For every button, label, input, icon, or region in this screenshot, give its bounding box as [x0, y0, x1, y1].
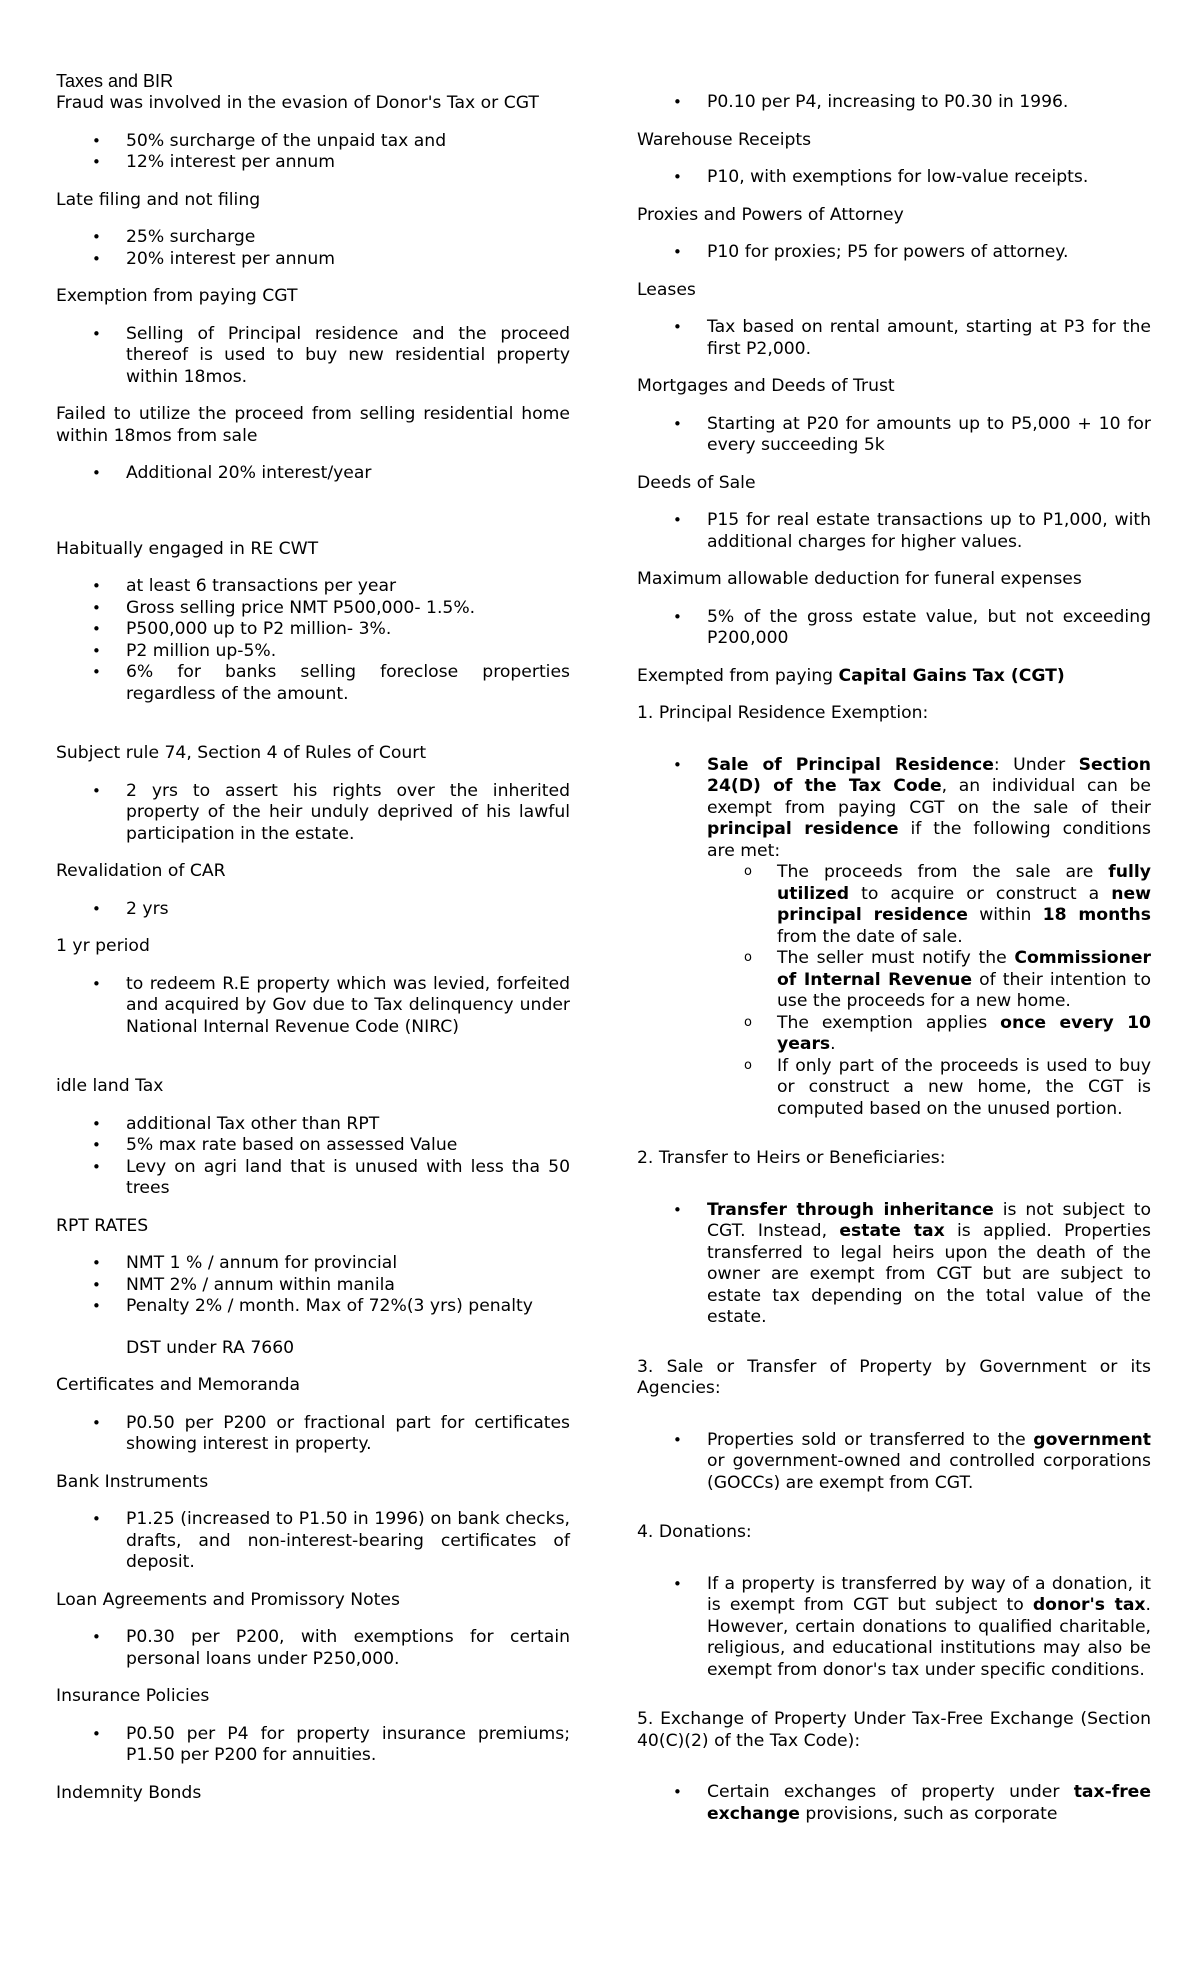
fraud-list — [56, 131, 570, 174]
text: The proceeds from the sale are — [777, 862, 1109, 882]
bold-text: government — [1033, 1429, 1151, 1450]
warehouse-list — [637, 167, 1151, 189]
list-item: • 50% surcharge of the unpaid tax and — [126, 131, 570, 153]
sub-list-item — [777, 862, 1151, 948]
cgt-heading — [637, 666, 1151, 688]
habitual-list — [56, 576, 570, 705]
section-3-list — [637, 1430, 1151, 1495]
list-item: • P0.50 per P200 or fractional part for certificates showing interest in property. — [126, 1413, 570, 1456]
leases-list — [637, 317, 1151, 360]
text: Properties sold or transferred to the — [707, 1429, 1034, 1450]
list-item: • NMT 1 % / annum for provincial — [126, 1253, 570, 1275]
list-item — [707, 755, 1151, 1121]
bold-text: principal residence — [707, 819, 899, 839]
bold-text: once every 10 years — [777, 1012, 1151, 1054]
bank-list — [56, 1509, 570, 1574]
section-3-heading: 3. Sale or Transfer of Property by Government or its Agencies: — [637, 1356, 1151, 1398]
list-item: • 12% interest per annum — [126, 152, 570, 174]
bank-heading: Bank Instruments — [56, 1471, 209, 1492]
exemption-heading: Exemption from paying CGT — [56, 286, 298, 306]
exemption-list — [56, 324, 570, 389]
list-item: • P15 for real estate transactions up to P1,000, with additional charges for higher values. — [707, 510, 1151, 553]
rule74-heading: Subject rule 74, Section 4 of Rules of Court — [56, 743, 427, 763]
text: within — [967, 905, 1043, 925]
list-item: • Starting at P20 for amounts up to P5,000 + 10 for every succeeding 5k — [707, 414, 1151, 457]
idle-list — [56, 1114, 570, 1200]
revalidation-list — [56, 899, 570, 921]
text: . However, certain donations to qualified charitable, religious, and educational institutions may also be exempt from donor's tax under specific conditions. — [707, 1595, 1151, 1680]
section-4-heading: 4. Donations: — [637, 1522, 752, 1542]
section-2-heading: 2. Transfer to Heirs or Beneficiaries: — [637, 1148, 946, 1168]
funeral-list — [637, 607, 1151, 650]
list-item: • NMT 2% / annum within manila — [126, 1275, 570, 1297]
cgt-heading-bold: Capital Gains Tax (CGT) — [838, 665, 1065, 686]
rpt-heading: RPT RATES — [56, 1215, 149, 1236]
bold-text: Sale of Principal Residence — [707, 754, 994, 775]
indemnity-heading: Indemnity Bonds — [56, 1782, 202, 1803]
left-column — [56, 70, 570, 1820]
text: , an individual can be exempt from paying CGT on the sale of their — [707, 776, 1151, 818]
bold-text: Section 24(D) of the Tax Code — [707, 754, 1151, 796]
bold-text: Transfer through inheritance — [707, 1199, 994, 1220]
bold-text: new principal residence — [777, 883, 1151, 925]
late-heading: Late filing and not filing — [56, 189, 261, 210]
proxies-list — [637, 242, 1151, 264]
sub-list-item — [777, 948, 1151, 1013]
list-item — [707, 1200, 1151, 1329]
deeds-list — [637, 510, 1151, 553]
sub-list-item: o If only part of the proceeds is used to buy or construct a new home, the CGT is computed based on the unused portion. — [777, 1056, 1151, 1121]
habitual-heading: Habitually engaged in RE CWT — [56, 538, 319, 559]
text: if the following conditions are met: — [707, 819, 1151, 861]
dst-heading: DST under RA 7660 — [126, 1337, 295, 1358]
bold-text: Commissioner of Internal Revenue — [777, 948, 1151, 990]
text: from the date of sale. — [777, 926, 963, 947]
list-item: • Tax based on rental amount, starting at P3 for the first P2,000. — [707, 317, 1151, 360]
proxies-heading: Proxies and Powers of Attorney — [637, 204, 904, 225]
mortgages-heading: Mortgages and Deeds of Trust — [637, 376, 895, 396]
cert-list — [56, 1413, 570, 1456]
oneyr-heading: 1 yr period — [56, 936, 150, 956]
oneyr-list — [56, 974, 570, 1039]
bold-text: donor's tax — [1032, 1595, 1146, 1615]
list-item — [707, 1574, 1151, 1682]
idle-heading: idle land Tax — [56, 1076, 164, 1096]
section-4-list — [637, 1574, 1151, 1682]
list-item: • Additional 20% interest/year — [126, 463, 570, 485]
list-item: • Selling of Principal residence and the proceed thereof is used to buy new residential property within 18mos. — [126, 324, 570, 389]
list-item: • P1.25 (increased to P1.50 in 1996) on bank checks, drafts, and non-interest-bearing certificates of deposit. — [126, 1509, 570, 1574]
list-item: • additional Tax other than RPT — [126, 1114, 570, 1136]
list-item: • 25% surcharge — [126, 227, 570, 249]
cgt-heading-text: Exempted from paying — [637, 665, 839, 686]
list-item — [707, 1782, 1151, 1825]
list-item: • P2 million up-5%. — [126, 641, 570, 663]
indemnity-list — [637, 92, 1151, 114]
text: The exemption applies — [777, 1012, 1001, 1033]
failed-list — [56, 463, 570, 485]
text: of their intention to use the proceeds for a new home. — [777, 969, 1152, 1011]
sub-list-item — [777, 1013, 1151, 1056]
list-item: • Penalty 2% / month. Max of 72%(3 yrs) penalty — [126, 1296, 570, 1318]
right-column — [637, 92, 1151, 1841]
text: If a property is transferred by way of a donation, it is exempt from CGT but subject to — [707, 1573, 1151, 1615]
list-item: • Levy on agri land that is unused with less tha 50 trees — [126, 1157, 570, 1200]
list-item: • 2 yrs to assert his rights over the inherited property of the heir unduly deprived of his lawful participation in the estate. — [126, 781, 570, 846]
rpt-list — [56, 1253, 570, 1318]
list-item: • at least 6 transactions per year — [126, 576, 570, 598]
list-item: • P500,000 up to P2 million- 3%. — [126, 619, 570, 641]
deeds-heading: Deeds of Sale — [637, 472, 756, 493]
list-item: • to redeem R.E property which was levied, forfeited and acquired by Gov due to Tax delinquency under National Internal Revenue Code (NIRC) — [126, 974, 570, 1039]
list-item: • 20% interest per annum — [126, 249, 570, 271]
section-5-list — [637, 1782, 1151, 1825]
section-1-list — [637, 755, 1151, 1121]
text: . — [830, 1034, 836, 1054]
list-item: • 6% for banks selling foreclose properties regardless of the amount. — [126, 662, 570, 705]
section-1-heading: 1. Principal Residence Exemption: — [637, 703, 929, 723]
list-item: • 5% of the gross estate value, but not exceeding P200,000 — [707, 607, 1151, 650]
text: provisions, such as corporate — [799, 1803, 1058, 1824]
document-title: Taxes and BIR — [56, 71, 174, 91]
text: is applied. Properties transferred to legal heirs upon the death of the owner are exempt from CGT but are subject to estate tax depending on the total value of the estate. — [707, 1221, 1151, 1327]
list-item: • P0.30 per P200, with exemptions for certain personal loans under P250,000. — [126, 1627, 570, 1670]
section-1-sublist — [707, 862, 1151, 1120]
section-2-list — [637, 1200, 1151, 1329]
list-item: • 2 yrs — [126, 899, 570, 921]
list-item — [707, 1430, 1151, 1495]
text: : Under — [993, 754, 1079, 775]
warehouse-heading: Warehouse Receipts — [637, 129, 812, 150]
cert-heading: Certificates and Memoranda — [56, 1375, 301, 1395]
text: Certain exchanges of property under — [707, 1782, 1074, 1802]
list-item: • P0.50 per P4 for property insurance premiums; P1.50 per P200 for annuities. — [126, 1724, 570, 1767]
list-item: • P0.10 per P4, increasing to P0.30 in 1996. — [707, 92, 1151, 114]
list-item: • 5% max rate based on assessed Value — [126, 1135, 570, 1157]
bold-text: 18 months — [1042, 905, 1152, 925]
late-list — [56, 227, 570, 270]
bold-text: tax-free exchange — [707, 1782, 1151, 1824]
list-item: • P10 for proxies; P5 for powers of attorney. — [707, 242, 1151, 264]
loan-list — [56, 1627, 570, 1670]
text: to acquire or construct a — [849, 883, 1112, 904]
revalidation-heading: Revalidation of CAR — [56, 861, 226, 881]
text: or government-owned and controlled corporations (GOCCs) are exempt from CGT. — [707, 1451, 1151, 1493]
text: The seller must notify the — [777, 948, 1015, 968]
leases-heading: Leases — [637, 279, 696, 300]
section-5-heading: 5. Exchange of Property Under Tax-Free Exchange (Section 40(C)(2) of the Tax Code): — [637, 1709, 1151, 1751]
bold-text: fully utilized — [777, 862, 1151, 904]
bold-text: estate tax — [839, 1221, 945, 1241]
text: is not subject to CGT. Instead, — [707, 1199, 1151, 1241]
insurance-list — [56, 1724, 570, 1767]
insurance-heading: Insurance Policies — [56, 1686, 210, 1706]
funeral-heading: Maximum allowable deduction for funeral expenses — [637, 569, 1082, 589]
list-item: • Gross selling price NMT P500,000- 1.5%. — [126, 598, 570, 620]
fraud-heading: Fraud was involved in the evasion of Donor's Tax or CGT — [56, 93, 539, 113]
loan-heading: Loan Agreements and Promissory Notes — [56, 1589, 400, 1610]
rule74-list — [56, 781, 570, 846]
mortgages-list — [637, 414, 1151, 457]
failed-heading: Failed to utilize the proceed from selling residential home within 18mos from sale — [56, 404, 570, 446]
list-item: • P10, with exemptions for low-value receipts. — [707, 167, 1151, 189]
